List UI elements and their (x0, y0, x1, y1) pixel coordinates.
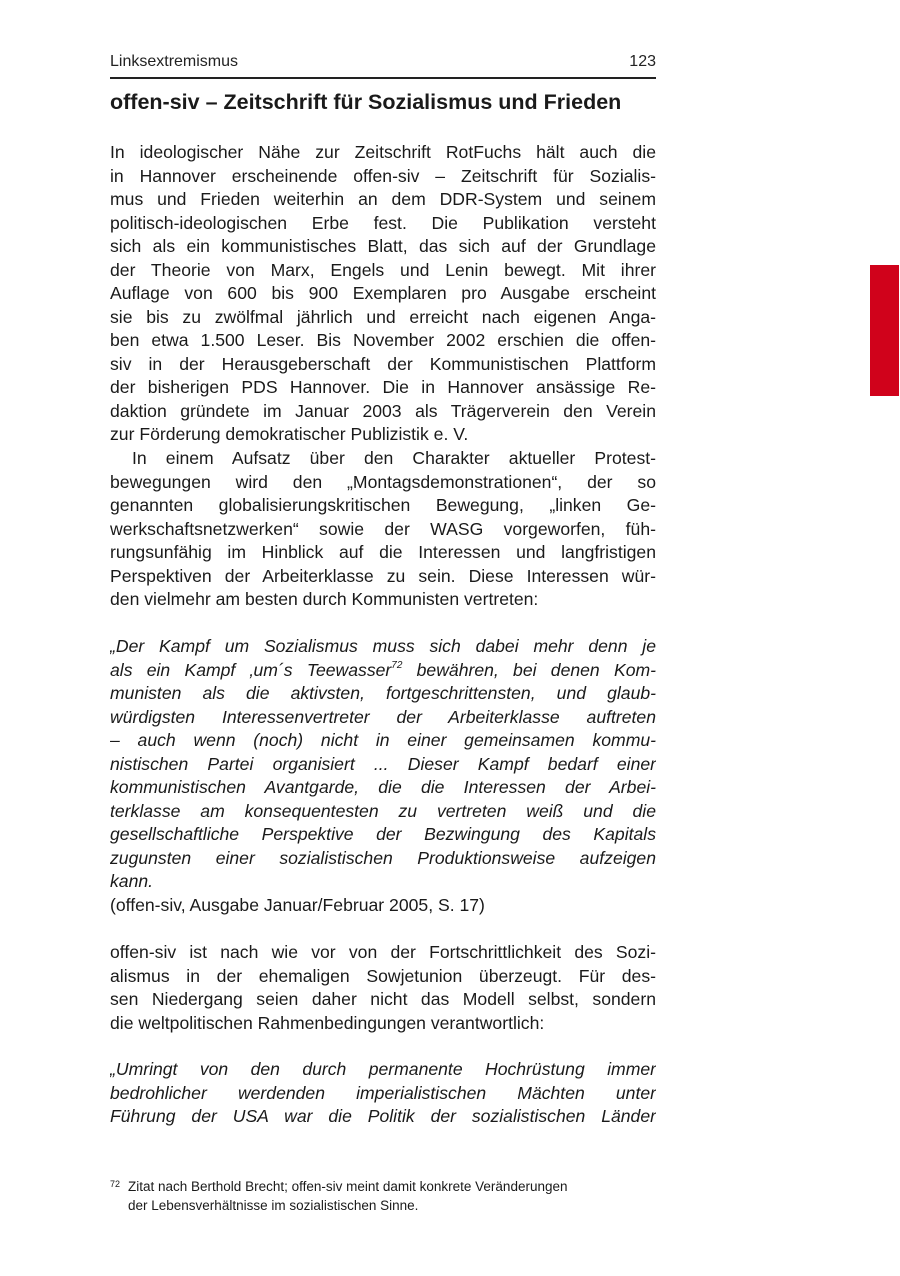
text-line: zugunsten einer sozialistischen Produktionsweise aufzeigen (110, 847, 656, 868)
text-line: – auch wenn (noch) nicht in einer gemeinsamen kommu- (110, 730, 656, 750)
text-line: terklasse am konsequentesten zu vertreten weiß und die (110, 800, 656, 821)
text-line: sen Niedergang seien daher nicht das Modell selbst, sondern (110, 989, 656, 1009)
text-line: bedrohlicher werdenden imperialistischen Mächten unter (110, 1082, 656, 1103)
text-line: kommunistischen Avantgarde, die die Interessen der Arbei- (110, 777, 656, 797)
text-line: offen-siv ist nach wie vor von der Fortschrittlichkeit des Sozi- (110, 942, 656, 962)
text-line: den vielmehr am besten durch Kommunisten vertreten: (110, 589, 539, 609)
section-title: offen-siv – Zeitschrift für Sozialismus und Frieden (110, 90, 622, 114)
text-line: gesellschaftliche Perspektive der Bezwingung des Kapitals (110, 824, 656, 844)
text-line: „Der Kampf um Sozialismus muss sich dabei mehr denn je (110, 636, 656, 656)
text-line: daktion gründete im Januar 2003 als Trägerverein den Verein (110, 400, 656, 421)
text-line: genannten globalisierungskritischen Bewegung, „linken Ge- (110, 495, 656, 515)
text-line: werkschaftsnetzwerken“ sowie der WASG vorgeworfen, füh- (110, 518, 656, 539)
header-rule (110, 77, 656, 79)
text-line: In einem Aufsatz über den Charakter aktueller Protest- (132, 448, 656, 468)
text-line: sich als ein kommunistisches Blatt, das sich auf der Grundlage (110, 236, 656, 256)
text-line: würdigsten Interessenvertreter der Arbeiterklasse auftreten (110, 706, 656, 727)
page-number: 123 (629, 53, 656, 70)
text-line: bewegungen wird den „Montagsdemonstrationen“, der so (110, 471, 656, 492)
paragraph-1 (110, 141, 656, 447)
citation-1 (110, 894, 656, 918)
running-header (110, 53, 656, 71)
text-line: der Theorie von Marx, Engels und Lenin bewegt. Mit ihrer (110, 259, 656, 280)
quote-1 (110, 635, 656, 894)
text-line: „Umringt von den durch permanente Hochrüstung immer (110, 1059, 656, 1079)
footnote (110, 1177, 656, 1215)
text-line: in Hannover erscheinende offen-siv – Zeitschrift für Sozialis- (110, 165, 656, 186)
text-line: nistischen Partei organisiert ... Dieser Kampf bedarf einer (110, 753, 656, 774)
text-line: Perspektiven der Arbeiterklasse zu sein. Diese Interessen wür- (110, 565, 656, 586)
text-line: mus und Frieden weiterhin an dem DDR-System und seinem (110, 189, 656, 209)
text-line: siv in der Herausgeberschaft der Kommunistischen Plattform (110, 353, 656, 374)
quote-2 (110, 1058, 656, 1129)
text-line: In ideologischer Nähe zur Zeitschrift RotFuchs hält auch die (110, 142, 656, 162)
paragraph-3 (110, 941, 656, 1035)
text-line: der bisherigen PDS Hannover. Die in Hannover ansässige Re- (110, 377, 656, 397)
chapter-marker (870, 265, 899, 396)
text-line: Auflage von 600 bis 900 Exemplaren pro Ausgabe erscheint (110, 283, 656, 303)
text-line: politisch-ideologischen Erbe fest. Die Publikation versteht (110, 212, 656, 233)
text-line: die weltpolitischen Rahmenbedingungen verantwortlich: (110, 1012, 545, 1033)
citation-text: (offen-siv, Ausgabe Januar/Februar 2005, S. 17) (110, 895, 485, 915)
footnote-line: der Lebensverhältnisse im sozialistischen Sinne. (128, 1198, 419, 1213)
text-line: kann. (110, 871, 154, 891)
text-line: Führung der USA war die Politik der sozialistischen Länder (110, 1106, 656, 1126)
text-line (110, 659, 656, 683)
text-line: rungsunfähig im Hinblick auf die Interessen und langfristigen (110, 542, 656, 562)
text-line: ben etwa 1.500 Leser. Bis November 2002 erschien die offen- (110, 330, 656, 350)
section-name: Linksextremismus (110, 53, 239, 70)
text-fragment: bewähren, bei denen Kom- (402, 659, 656, 680)
footnote-number: 72 (110, 1179, 121, 1189)
text-line: munisten als die aktivsten, fortgeschrittensten, und glaub- (110, 683, 656, 703)
footnote-line: Zitat nach Berthold Brecht; offen-siv meint damit konkrete Veränderungen (128, 1179, 568, 1194)
text-fragment: als ein Kampf ‚um´s Teewasser (110, 659, 392, 680)
footnote-reference: 72 (391, 659, 403, 671)
text-line: alismus in der ehemaligen Sowjetunion überzeugt. Für des- (110, 965, 656, 986)
text-line: sie bis zu zwölfmal jährlich und erreicht nach eigenen Anga- (110, 306, 656, 327)
text-line: zur Förderung demokratischer Publizistik e. V. (110, 424, 469, 444)
paragraph-2 (110, 447, 656, 612)
